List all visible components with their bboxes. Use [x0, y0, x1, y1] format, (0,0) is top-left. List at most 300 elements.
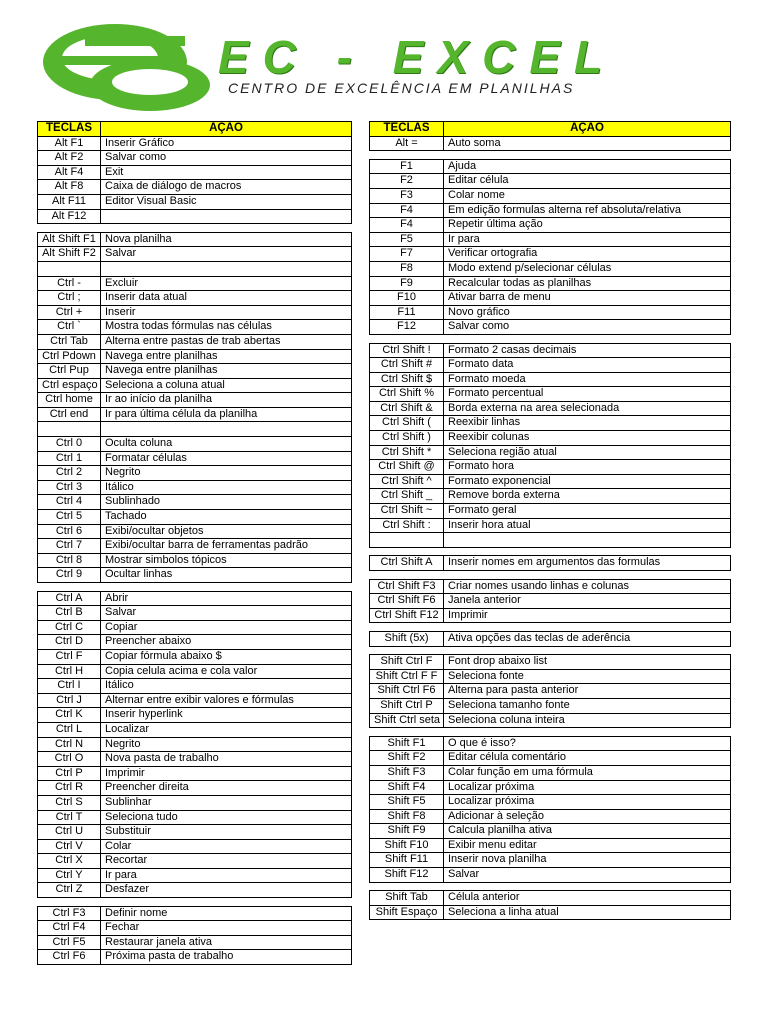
- shortcut-key: Ctrl 9: [38, 568, 101, 583]
- shortcut-action: Salvar: [101, 247, 352, 262]
- shortcut-action: Mostrar simbolos tópicos: [101, 553, 352, 568]
- shortcut-key: Shift Espaço: [370, 905, 444, 920]
- group-spacer: [37, 583, 352, 591]
- shortcut-key: F3: [370, 188, 444, 203]
- shortcut-row: [370, 905, 731, 920]
- shortcut-action: Negrito: [101, 466, 352, 481]
- shortcut-action: Itálico: [101, 480, 352, 495]
- shortcut-action: Adicionar à seleção: [444, 809, 731, 824]
- shortcut-key: Ctrl Shift (: [370, 416, 444, 431]
- shortcut-row: [38, 480, 352, 495]
- shortcut-action: O que é isso?: [444, 736, 731, 751]
- shortcut-table: [369, 631, 731, 647]
- shortcut-key: Ctrl Shift !: [370, 343, 444, 358]
- shortcut-action: Itálico: [101, 679, 352, 694]
- shortcut-row: [38, 334, 352, 349]
- shortcut-row: [370, 343, 731, 358]
- shortcut-action: Desfazer: [101, 883, 352, 898]
- shortcut-action: Colar nome: [444, 188, 731, 203]
- shortcut-row: [38, 781, 352, 796]
- shortcut-row: [370, 474, 731, 489]
- shortcut-action: Modo extend p/selecionar células: [444, 261, 731, 276]
- shortcut-row: [370, 579, 731, 594]
- shortcut-key: Alt F12: [38, 209, 101, 224]
- shortcut-row: [370, 824, 731, 839]
- shortcut-row: [370, 655, 731, 670]
- shortcut-row: [370, 795, 731, 810]
- shortcut-key: Ctrl Pdown: [38, 349, 101, 364]
- shortcut-key: Alt Shift F1: [38, 232, 101, 247]
- shortcut-row: [38, 364, 352, 379]
- shortcut-row: [38, 664, 352, 679]
- shortcut-key: Alt F8: [38, 180, 101, 195]
- brand-title: EC - EXCEL: [218, 31, 617, 83]
- shortcut-row: [370, 460, 731, 475]
- shortcut-row: [38, 466, 352, 481]
- shortcut-key: F7: [370, 247, 444, 262]
- shortcut-row: [370, 533, 731, 548]
- shortcut-key: Shift (5x): [370, 631, 444, 646]
- shortcut-row: [38, 261, 352, 276]
- shortcut-row: [38, 921, 352, 936]
- shortcut-action: Sublinhar: [101, 795, 352, 810]
- group-spacer: [369, 647, 731, 655]
- shortcut-row: [370, 556, 731, 571]
- shortcut-row: [370, 188, 731, 203]
- shortcut-key: Shift F5: [370, 795, 444, 810]
- shortcut-key: Ctrl Z: [38, 883, 101, 898]
- brand-subtitle: CENTRO DE EXCELÊNCIA EM PLANILHAS: [228, 80, 575, 96]
- shortcut-row: [38, 349, 352, 364]
- shortcut-action: Formatar células: [101, 451, 352, 466]
- shortcut-key: Ctrl Shift ^: [370, 474, 444, 489]
- shortcut-action: Ir para última célula da planilha: [101, 407, 352, 422]
- shortcut-action: Recalcular todas as planilhas: [444, 276, 731, 291]
- shortcut-row: [38, 635, 352, 650]
- shortcut-action: Exit: [101, 165, 352, 180]
- shortcut-row: [38, 305, 352, 320]
- shortcut-action: Inserir: [101, 305, 352, 320]
- shortcut-key: Ctrl 6: [38, 524, 101, 539]
- shortcut-key: Ctrl Shift @: [370, 460, 444, 475]
- shortcut-table: [369, 343, 731, 548]
- shortcut-row: [370, 608, 731, 623]
- shortcut-action: Localizar próxima: [444, 780, 731, 795]
- shortcut-action: Abrir: [101, 591, 352, 606]
- shortcut-key: [38, 422, 101, 437]
- shortcut-row: [370, 504, 731, 519]
- shortcut-action: Seleciona tamanho fonte: [444, 698, 731, 713]
- shortcut-action: Font drop abaixo list: [444, 655, 731, 670]
- shortcut-key: Ctrl 1: [38, 451, 101, 466]
- shortcut-row: [38, 737, 352, 752]
- shortcut-key: Ctrl 5: [38, 510, 101, 525]
- shortcut-key: Ctrl Shift F3: [370, 579, 444, 594]
- shortcut-row: [38, 649, 352, 664]
- shortcut-row: [370, 445, 731, 460]
- shortcut-action: Alternar entre exibir valores e fórmulas: [101, 693, 352, 708]
- shortcut-row: [38, 276, 352, 291]
- shortcut-row: [38, 553, 352, 568]
- shortcut-action: Criar nomes usando linhas e colunas: [444, 579, 731, 594]
- shortcut-row: [370, 518, 731, 533]
- shortcut-action: Salvar como: [101, 151, 352, 166]
- shortcut-row: [370, 684, 731, 699]
- shortcut-action: Seleciona fonte: [444, 669, 731, 684]
- shortcut-row: [38, 883, 352, 898]
- shortcut-row: [38, 795, 352, 810]
- shortcut-action: Nova planilha: [101, 232, 352, 247]
- shortcut-action: [444, 533, 731, 548]
- shortcut-key: Ctrl F: [38, 649, 101, 664]
- shortcut-key: Ctrl Pup: [38, 364, 101, 379]
- shortcut-key: Ctrl Shift %: [370, 387, 444, 402]
- shortcut-row: [38, 868, 352, 883]
- shortcut-row: [38, 291, 352, 306]
- shortcut-row: [370, 838, 731, 853]
- shortcut-action: Imprimir: [101, 766, 352, 781]
- shortcut-row: [370, 698, 731, 713]
- shortcut-key: F10: [370, 291, 444, 306]
- shortcut-key: Ctrl B: [38, 606, 101, 621]
- shortcut-action: Ir para: [101, 868, 352, 883]
- shortcut-row: [38, 378, 352, 393]
- shortcut-action: Salvar: [101, 606, 352, 621]
- shortcut-key: Ctrl ;: [38, 291, 101, 306]
- shortcut-key: F2: [370, 174, 444, 189]
- shortcut-key: Ctrl I: [38, 679, 101, 694]
- shortcut-key: Ctrl espaço: [38, 378, 101, 393]
- shortcut-key: Shift F4: [370, 780, 444, 795]
- shortcut-key: F8: [370, 261, 444, 276]
- shortcut-key: Alt F1: [38, 136, 101, 151]
- shortcut-key: Ctrl A: [38, 591, 101, 606]
- shortcut-key: Shift Tab: [370, 891, 444, 906]
- shortcut-key: Ctrl 7: [38, 539, 101, 554]
- shortcut-row: [38, 568, 352, 583]
- shortcut-key: Ctrl R: [38, 781, 101, 796]
- shortcut-key: Ctrl X: [38, 854, 101, 869]
- shortcut-row: [370, 765, 731, 780]
- shortcut-action: Ocultar linhas: [101, 568, 352, 583]
- shortcut-action: Preencher direita: [101, 781, 352, 796]
- shortcut-row: [370, 713, 731, 728]
- shortcut-action: Imprimir: [444, 608, 731, 623]
- shortcut-key: Ctrl +: [38, 305, 101, 320]
- group-spacer: [369, 151, 731, 159]
- shortcut-row: [370, 358, 731, 373]
- shortcut-row: [370, 218, 731, 233]
- shortcut-row: [38, 437, 352, 452]
- shortcut-row: [38, 606, 352, 621]
- shortcut-table: [369, 121, 731, 151]
- shortcut-action: Editar célula: [444, 174, 731, 189]
- shortcut-row: [38, 524, 352, 539]
- shortcut-row: [370, 780, 731, 795]
- shortcut-action: Formato hora: [444, 460, 731, 475]
- shortcut-row: [38, 136, 352, 151]
- shortcut-row: [38, 422, 352, 437]
- shortcut-row: [370, 489, 731, 504]
- shortcut-row: [370, 261, 731, 276]
- shortcut-table: [369, 159, 731, 335]
- shortcut-action: Célula anterior: [444, 891, 731, 906]
- shortcut-action: Alterna entre pastas de trab abertas: [101, 334, 352, 349]
- shortcut-row: [370, 416, 731, 431]
- group-spacer: [369, 623, 731, 631]
- shortcut-action: Restaurar janela ativa: [101, 935, 352, 950]
- shortcut-key: F4: [370, 218, 444, 233]
- shortcut-action: Inserir Gráfico: [101, 136, 352, 151]
- shortcut-table: [369, 555, 731, 571]
- shortcut-row: [38, 320, 352, 335]
- shortcut-action: Definir nome: [101, 906, 352, 921]
- shortcut-key: Ctrl Shift :: [370, 518, 444, 533]
- shortcut-key: Ctrl `: [38, 320, 101, 335]
- shortcut-action: Verificar ortografia: [444, 247, 731, 262]
- shortcut-key: Ctrl home: [38, 393, 101, 408]
- shortcut-action: [101, 261, 352, 276]
- header-row: [38, 122, 352, 137]
- shortcut-action: Sublinhado: [101, 495, 352, 510]
- shortcut-row: [38, 539, 352, 554]
- shortcut-key: Ctrl Shift ): [370, 431, 444, 446]
- shortcut-key: Ctrl Shift F6: [370, 594, 444, 609]
- shortcut-key: Ctrl end: [38, 407, 101, 422]
- shortcut-action: Localizar próxima: [444, 795, 731, 810]
- shortcut-key: Shift F10: [370, 838, 444, 853]
- group-spacer: [37, 898, 352, 906]
- shortcut-row: [370, 669, 731, 684]
- shortcut-row: [370, 203, 731, 218]
- shortcut-action: Formato data: [444, 358, 731, 373]
- shortcut-key: Ctrl N: [38, 737, 101, 752]
- shortcut-action: Fechar: [101, 921, 352, 936]
- shortcut-action: Formato exponencial: [444, 474, 731, 489]
- shortcut-action: Copia celula acima e cola valor: [101, 664, 352, 679]
- header-action: AÇÃO: [444, 122, 731, 137]
- shortcut-action: Seleciona a linha atual: [444, 905, 731, 920]
- shortcut-key: Ctrl K: [38, 708, 101, 723]
- shortcut-key: Ctrl P: [38, 766, 101, 781]
- shortcut-key: Alt F2: [38, 151, 101, 166]
- shortcut-action: [101, 209, 352, 224]
- shortcut-action: Seleciona tudo: [101, 810, 352, 825]
- shortcut-action: Inserir nomes em argumentos das formulas: [444, 556, 731, 571]
- shortcut-action: Formato 2 casas decimais: [444, 343, 731, 358]
- shortcut-row: [38, 247, 352, 262]
- shortcut-row: [370, 387, 731, 402]
- shortcut-key: Alt =: [370, 136, 444, 151]
- shortcut-row: [38, 839, 352, 854]
- shortcut-action: Recortar: [101, 854, 352, 869]
- shortcut-table: [37, 591, 352, 898]
- shortcut-row: [38, 722, 352, 737]
- header-key: TECLAS: [370, 122, 444, 137]
- shortcut-key: Shift Ctrl F F: [370, 669, 444, 684]
- shortcut-key: Ctrl Y: [38, 868, 101, 883]
- shortcut-key: Shift Ctrl P: [370, 698, 444, 713]
- shortcut-table: [369, 654, 731, 728]
- shortcut-action: Formato geral: [444, 504, 731, 519]
- shortcut-key: Ctrl 3: [38, 480, 101, 495]
- shortcut-key: Shift Ctrl F: [370, 655, 444, 670]
- shortcut-action: Negrito: [101, 737, 352, 752]
- shortcut-key: F1: [370, 159, 444, 174]
- shortcut-action: Remove borda externa: [444, 489, 731, 504]
- shortcut-action: Auto soma: [444, 136, 731, 151]
- shortcut-key: Ctrl Shift ~: [370, 504, 444, 519]
- shortcut-key: Shift F3: [370, 765, 444, 780]
- shortcut-key: Alt F11: [38, 194, 101, 209]
- shortcut-key: F9: [370, 276, 444, 291]
- shortcut-action: Seleciona região atual: [444, 445, 731, 460]
- shortcut-action: Calcula planilha ativa: [444, 824, 731, 839]
- shortcut-key: Shift F8: [370, 809, 444, 824]
- shortcut-action: [101, 422, 352, 437]
- shortcut-key: Ctrl O: [38, 752, 101, 767]
- shortcut-row: [370, 853, 731, 868]
- shortcut-row: [38, 906, 352, 921]
- shortcut-action: Salvar como: [444, 320, 731, 335]
- shortcut-row: [38, 209, 352, 224]
- shortcut-key: Ctrl J: [38, 693, 101, 708]
- group-spacer: [369, 883, 731, 891]
- shortcut-action: Reexibir linhas: [444, 416, 731, 431]
- shortcut-key: [370, 533, 444, 548]
- shortcut-key: Ctrl L: [38, 722, 101, 737]
- shortcut-key: F4: [370, 203, 444, 218]
- shortcut-key: Ctrl S: [38, 795, 101, 810]
- shortcut-row: [38, 950, 352, 965]
- shortcut-action: Inserir data atual: [101, 291, 352, 306]
- group-spacer: [369, 571, 731, 579]
- shortcut-row: [38, 165, 352, 180]
- shortcut-table: [369, 579, 731, 624]
- shortcut-row: [38, 232, 352, 247]
- shortcut-table: [37, 906, 352, 965]
- group-spacer: [369, 548, 731, 556]
- right-shortcut-column: [369, 121, 731, 920]
- shortcut-row: [370, 159, 731, 174]
- shortcut-action: Inserir hora atual: [444, 518, 731, 533]
- shortcut-action: Inserir hyperlink: [101, 708, 352, 723]
- shortcut-action: Navega entre planilhas: [101, 364, 352, 379]
- shortcut-action: Salvar: [444, 868, 731, 883]
- shortcut-key: Ctrl 2: [38, 466, 101, 481]
- shortcut-action: Tachado: [101, 510, 352, 525]
- shortcut-action: Copiar: [101, 620, 352, 635]
- shortcut-key: F12: [370, 320, 444, 335]
- shortcut-action: Editar célula comentário: [444, 751, 731, 766]
- shortcut-action: Seleciona coluna inteira: [444, 713, 731, 728]
- shortcut-action: Repetir última ação: [444, 218, 731, 233]
- shortcut-key: Ctrl F6: [38, 950, 101, 965]
- shortcut-table: [369, 736, 731, 883]
- shortcut-action: Substituir: [101, 825, 352, 840]
- shortcut-key: Ctrl C: [38, 620, 101, 635]
- shortcut-row: [38, 935, 352, 950]
- shortcut-row: [370, 276, 731, 291]
- shortcut-key: Ctrl Shift A: [370, 556, 444, 571]
- shortcut-row: [370, 594, 731, 609]
- shortcut-action: Ativa opções das teclas de aderência: [444, 631, 731, 646]
- shortcut-key: Ctrl U: [38, 825, 101, 840]
- shortcut-action: Seleciona a coluna atual: [101, 378, 352, 393]
- shortcut-action: Caixa de diálogo de macros: [101, 180, 352, 195]
- shortcut-row: [38, 708, 352, 723]
- shortcut-row: [38, 752, 352, 767]
- shortcut-action: Ir para: [444, 232, 731, 247]
- shortcut-row: [38, 825, 352, 840]
- shortcut-row: [370, 372, 731, 387]
- shortcut-row: [38, 194, 352, 209]
- shortcut-action: Navega entre planilhas: [101, 349, 352, 364]
- shortcut-key: Ctrl Shift _: [370, 489, 444, 504]
- shortcut-row: [370, 809, 731, 824]
- shortcut-row: [38, 407, 352, 422]
- shortcut-action: Exibir menu editar: [444, 838, 731, 853]
- shortcut-action: Exibi/ocultar objetos: [101, 524, 352, 539]
- shortcut-action: Nova pasta de trabalho: [101, 752, 352, 767]
- shortcut-row: [38, 180, 352, 195]
- shortcut-row: [38, 679, 352, 694]
- shortcut-key: Shift F9: [370, 824, 444, 839]
- shortcut-action: Formato moeda: [444, 372, 731, 387]
- shortcut-table: [37, 232, 352, 583]
- shortcut-action: Localizar: [101, 722, 352, 737]
- shortcut-key: Alt Shift F2: [38, 247, 101, 262]
- group-spacer: [37, 224, 352, 232]
- shortcut-key: Ctrl H: [38, 664, 101, 679]
- shortcut-row: [38, 620, 352, 635]
- shortcut-row: [38, 495, 352, 510]
- shortcut-row: [370, 891, 731, 906]
- shortcut-key: Shift F12: [370, 868, 444, 883]
- shortcut-action: Preencher abaixo: [101, 635, 352, 650]
- shortcut-action: Editor Visual Basic: [101, 194, 352, 209]
- shortcut-action: Ajuda: [444, 159, 731, 174]
- shortcut-action: Exibi/ocultar barra de ferramentas padrão: [101, 539, 352, 554]
- shortcut-action: Ativar barra de menu: [444, 291, 731, 306]
- shortcut-action: Copiar fórmula abaixo $: [101, 649, 352, 664]
- shortcut-action: Excluir: [101, 276, 352, 291]
- shortcut-action: Colar função em uma fórmula: [444, 765, 731, 780]
- shortcut-key: Shift Ctrl F6: [370, 684, 444, 699]
- shortcut-row: [370, 401, 731, 416]
- header-action: AÇÃO: [101, 122, 352, 137]
- shortcut-action: Mostra todas fórmulas nas células: [101, 320, 352, 335]
- shortcut-row: [370, 631, 731, 646]
- shortcut-key: Ctrl 0: [38, 437, 101, 452]
- shortcut-key: Ctrl F3: [38, 906, 101, 921]
- shortcut-action: Reexibir colunas: [444, 431, 731, 446]
- shortcut-action: Em edição formulas alterna ref absoluta/relativa: [444, 203, 731, 218]
- shortcut-row: [38, 451, 352, 466]
- shortcut-row: [370, 736, 731, 751]
- shortcut-row: [370, 291, 731, 306]
- header-banner: [0, 0, 768, 118]
- left-shortcut-column: [37, 121, 352, 965]
- group-spacer: [369, 728, 731, 736]
- shortcut-key: Ctrl V: [38, 839, 101, 854]
- shortcut-row: [38, 693, 352, 708]
- shortcut-key: Ctrl T: [38, 810, 101, 825]
- header-row: [370, 122, 731, 137]
- shortcut-row: [38, 766, 352, 781]
- shortcut-key: Ctrl 4: [38, 495, 101, 510]
- shortcut-row: [370, 868, 731, 883]
